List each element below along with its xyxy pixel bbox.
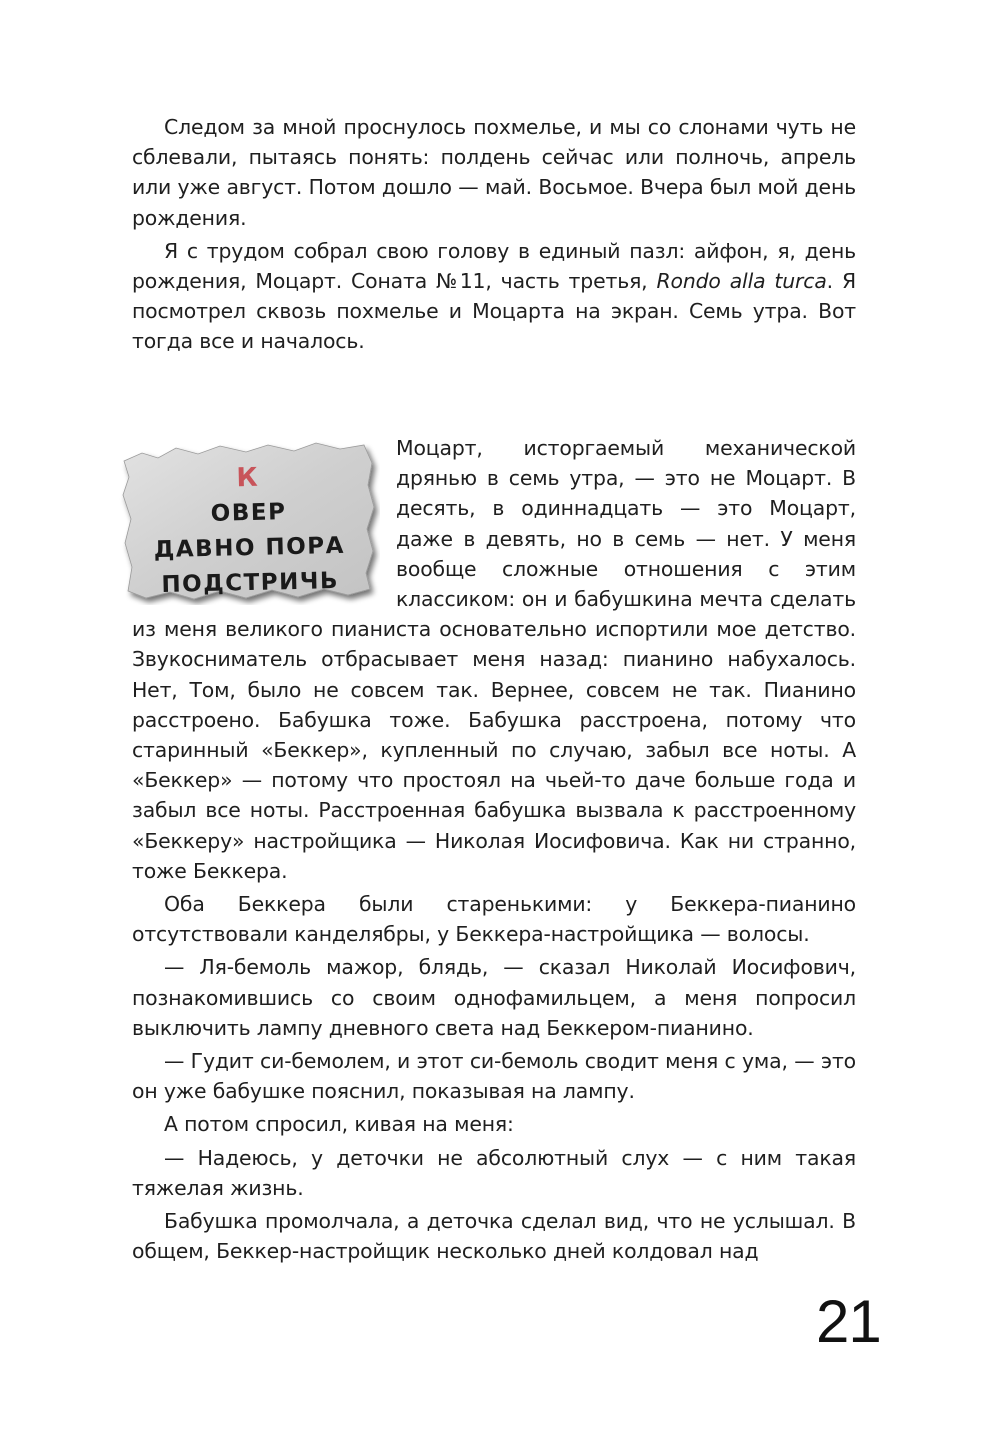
chapter-title-line-1: К ОВЕР [210,462,287,527]
paragraph: Бабушка промолчала, а деточка сделал вид, что не услышал. В общем, Беккер-настройщик несколько дней колдовал над [132,1209,856,1264]
paragraph-text: Я с трудом собрал свою голову в единый пазл: айфон, я, день рождения, Моцарт. Соната №11, часть третья, [132,238,856,294]
paragraph: А потом спросил, кивая на меня: [164,1112,514,1137]
paragraph-text: . Я посмотрел сквозь похмелье и Моцарта на экран. Семь утра. Вот тогда все и началось. [132,269,856,354]
paragraph: Следом за мной проснулось похмелье, и мы со слонами чуть не сблевали, пытаясь понять: полдень сейчас или полночь, апрель или уже август. Потом дошло — май. Восьмое. Вчера был мой день рождения. [132,115,856,230]
main-text-block [132,433,856,1269]
top-text-block [132,112,856,360]
paragraph: Моцарт, исторгаемый механической дрянью в семь утра, — это не Моцарт. В десять, в одиннадцать — это Моцарт, даже в девять, но в семь — нет. У меня вообще сложные отношения с этим классиком: он и бабушкина мечта сделать из меня великого пианиста основательно испортили мое детство. Звукосниматель отбрасывает меня назад: пианино набухалось. Нет, Том, было не совсем так. Вернее, совсем не так. Пианино расстроено. Бабушка тоже. Бабушка расстроена, потому что старинный «Беккер», купленный по случаю, забыл все ноты. А «Беккер» — потому что простоял на чьей-то даче больше года и забыл все ноты. Расстроенная бабушка вызвала к расстроенному «Беккеру» настройщика — Николая Иосифовича. Как ни странно, тоже Беккера. [132,436,856,883]
paragraph [132,236,856,357]
chapter-title-badge [118,439,380,605]
chapter-title [116,458,381,604]
paragraph: Оба Беккера были старенькими: у Беккера-пианино отсутствовали канделябры, у Беккера-настройщика — волосы. [132,892,856,947]
italic-title: Rondo alla turca [656,269,827,294]
chapter-title-line-3: ПОДСТРИЧЬ [161,567,340,598]
dialogue-paragraph: — Гудит си-бемолем, и этот си-бемоль сводит меня с ума, — это он уже бабушке пояснил, показывая на лампу. [132,1049,856,1104]
dialogue-paragraph: — Ля-бемоль мажор, блядь, — сказал Николай Иосифович, познакомившись со своим однофамильцем, а меня попросил выключить лампу дневного света над Беккером-пианино. [132,955,856,1040]
page-number: 21 [816,1288,881,1355]
dialogue-paragraph: — Надеюсь, у деточки не абсолютный слух — с ним такая тяжелая жизнь. [132,1145,856,1200]
chapter-title-line-2: ДАВНО ПОРА [153,532,346,564]
